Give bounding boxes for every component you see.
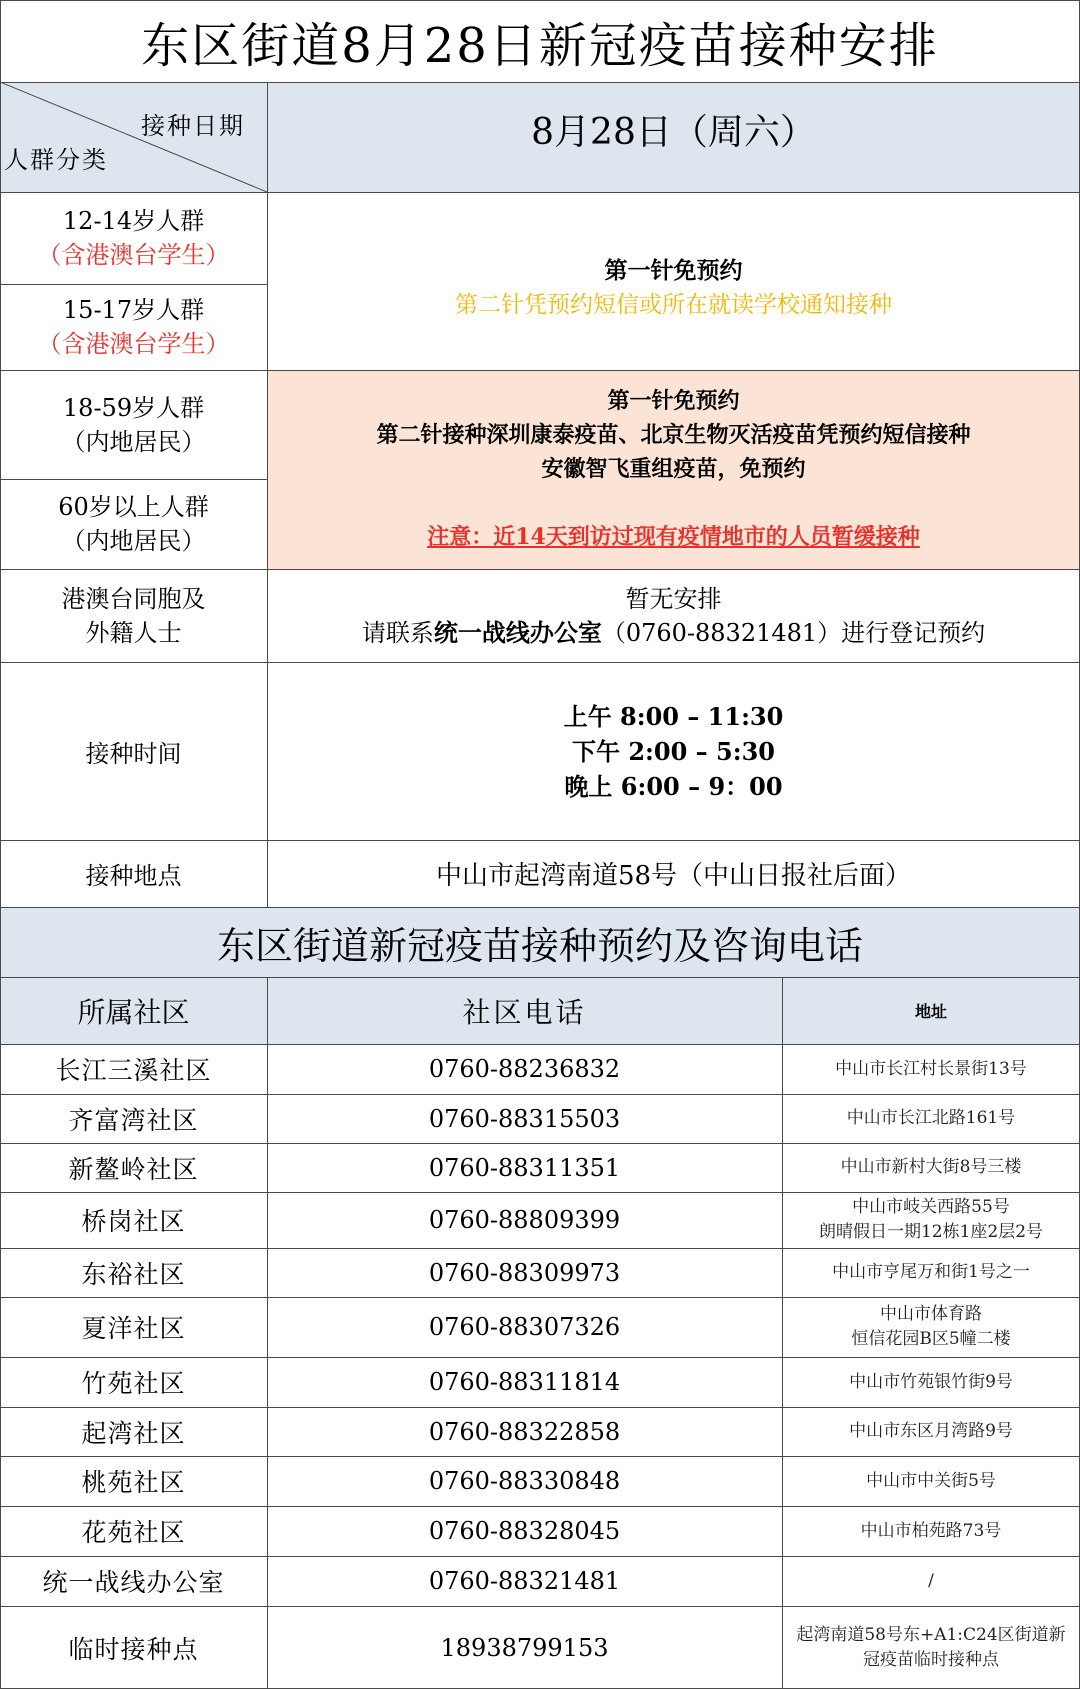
group-cell-15-17 [0,284,267,370]
address-cell [782,1506,1080,1556]
community-cell [0,1248,267,1297]
group-name: 18-59岁人群 [62,393,205,422]
address-line: 中山市体育路 [880,1304,982,1324]
adult-notice: 注意：近14天到访过现有疫情地市的人员暂缓接种 [427,524,920,550]
address-cell [782,1556,1080,1606]
time-slots-cell [267,662,1080,840]
group-cell-60-plus [0,479,267,569]
phone-cell [267,1357,782,1407]
grid-line-vertical [267,82,268,907]
group-name: 15-17岁人群 [62,296,205,324]
community-name: 临时接种点 [68,1634,199,1664]
place-label: 接种地点 [85,862,182,890]
phone-cell [267,1506,782,1556]
group-note: （含港澳台学生） [37,330,230,358]
community-name: 花苑社区 [81,1518,186,1547]
address-cell [782,1143,1080,1192]
date-header-cell [267,82,1080,192]
address-cell [782,1407,1080,1456]
community-name: 竹苑社区 [81,1369,186,1398]
grid-line-horizontal [0,1044,1080,1045]
community-cell [0,1357,267,1407]
group-note: 外籍人士 [85,618,182,647]
address-line: 冠疫苗临时接种点 [863,1649,999,1670]
grid-line-horizontal [0,1556,1080,1557]
foreign-contact-line [362,616,985,650]
community-cell [0,1407,267,1456]
adult-second-dose: 第二针接种深圳康泰疫苗、北京生物灭活疫苗凭预约短信接种 [376,422,971,448]
address-line: 中山市长江北路161号 [846,1108,1016,1128]
phone-number: 0760-88315503 [428,1104,621,1133]
diagonal-header-cell [0,82,267,192]
diagonal-header-bottom-label: 人群分类 [4,146,108,174]
community-name: 起湾社区 [81,1418,186,1448]
adult-anhui-vaccine: 安徽智飞重组疫苗，免预约 [541,456,806,482]
grid-line-horizontal [0,1606,1080,1607]
community-name: 夏洋社区 [81,1314,186,1343]
time-label: 接种时间 [85,739,182,768]
address-line: 起湾南道58号东+A1:C24区街道新 [796,1624,1066,1645]
address-cell [782,1094,1080,1143]
phone-number: 0760-88328045 [428,1517,621,1545]
phone-number: 0760-88809399 [428,1206,621,1234]
grid-line-horizontal [0,977,1080,978]
grid-line-horizontal [0,1357,1080,1358]
place-value-cell [267,840,1080,907]
phone-cell [267,1456,782,1506]
address-header-cell [782,977,1080,1044]
page-title-text: 东区街道8月28日新冠疫苗接种安排 [141,17,939,74]
address-line: 中山市岐关西路55号 [852,1197,1010,1217]
community-cell [0,1192,267,1248]
phone-cell [267,1297,782,1357]
phone-number: 0760-88309973 [428,1258,621,1287]
address-line: 中山市柏苑路73号 [860,1520,1002,1541]
grid-line-horizontal [0,1094,1080,1095]
united-front-office-name: 统一战线办公室 [433,617,602,647]
phone-cell [267,1606,782,1689]
grid-line-horizontal [0,284,267,285]
youth-second-dose: 第二针凭预约短信或所在就读学校通知接种 [455,292,892,318]
contacts-title-cell [0,907,1080,977]
page-title [0,0,1080,82]
phone-cell [267,1044,782,1094]
address-cell [782,1606,1080,1689]
phone-number: 0760-88321481 [428,1567,621,1595]
group-name: 港澳台同胞及 [61,584,206,613]
foreign-info-cell [267,569,1080,662]
address-header: 地址 [914,1002,947,1021]
grid-line-horizontal [0,1297,1080,1298]
phone-number: 0760-88330848 [428,1467,621,1495]
community-cell [0,1606,267,1689]
address-line: 中山市竹苑银竹街9号 [849,1371,1013,1392]
address-cell [782,1248,1080,1297]
time-slot-morning: 上午 8:00 – 11:30 [563,701,784,731]
group-cell-foreign [0,569,267,662]
community-cell [0,1556,267,1606]
grid-line-horizontal [0,1407,1080,1408]
address-line: 朗晴假日一期12栋1座2层2号 [818,1222,1044,1242]
time-slot-evening: 晚上 6:00 – 9：00 [564,771,783,801]
community-cell [0,1143,267,1192]
grid-line-horizontal [0,1248,1080,1249]
phone-cell [267,1143,782,1192]
grid-line-horizontal [0,479,267,480]
phone-number: 0760-88307326 [428,1313,621,1341]
address-line: 中山市亨尾万和街1号之一 [832,1262,1030,1282]
phone-header-cell [267,977,782,1044]
phone-number: 0760-88322858 [428,1417,621,1446]
grid-line-horizontal [0,192,1080,193]
address-cell [782,1357,1080,1407]
phone-cell [267,1407,782,1456]
adult-info-cell [267,370,1080,569]
community-name: 统一战线办公室 [42,1568,225,1597]
group-cell-18-59 [0,370,267,479]
youth-first-dose: 第一针免预约 [604,257,743,284]
grid-line-horizontal [0,662,1080,663]
community-header: 所属社区 [77,995,190,1029]
grid-line-horizontal [0,1456,1080,1457]
phone-number: 0760-88311351 [428,1153,621,1182]
grid-line-vertical [0,0,1,1689]
address-line: 恒信花园B区5幢二楼 [851,1329,1011,1349]
community-name: 桃苑社区 [81,1468,186,1497]
grid-line-horizontal [0,907,1080,908]
grid-line-horizontal [0,82,1080,83]
grid-line-horizontal [0,569,1080,570]
address-line: 中山市新村大街8号三楼 [840,1157,1022,1177]
grid-line-vertical [782,977,783,1689]
grid-line-horizontal [0,840,1080,841]
phone-cell [267,1094,782,1143]
time-label-cell [0,662,267,840]
phone-header: 社区电话 [462,995,587,1029]
group-name: 12-14岁人群 [62,207,205,235]
grid-line-vertical [267,977,268,1689]
time-slot-afternoon: 下午 2:00 – 5:30 [572,736,775,766]
community-name: 齐富湾社区 [68,1105,199,1135]
group-cell-12-14 [0,192,267,284]
group-note: （内地居民） [61,427,206,456]
community-cell [0,1044,267,1094]
phone-cell [267,1248,782,1297]
place-value: 中山市起湾南道58号（中山日报社后面） [435,861,912,891]
date-header-text: 8月28日（周六） [531,111,816,153]
address-cell [782,1192,1080,1248]
phone-number: 0760-88236832 [428,1055,621,1083]
youth-info-cell [267,192,1080,370]
adult-first-dose: 第一针免预约 [607,388,740,414]
group-name: 60岁以上人群 [58,493,209,521]
foreign-contact-prefix: 请联系 [361,618,434,647]
community-name: 新鳌岭社区 [68,1154,199,1184]
grid-line-horizontal [0,1192,1080,1193]
community-header-cell [0,977,267,1044]
contacts-title: 东区街道新冠疫苗接种预约及咨询电话 [216,923,863,968]
foreign-no-arrangement: 暂无安排 [625,584,722,613]
address-line: 中山市中关街5号 [866,1470,996,1491]
phone-cell [267,1556,782,1606]
group-note: （含港澳台学生） [37,241,230,269]
community-cell [0,1094,267,1143]
phone-number: 0760-88311814 [428,1368,621,1396]
grid-line-horizontal [0,1506,1080,1507]
phone-cell [267,1192,782,1248]
address-line: / [928,1570,934,1591]
foreign-contact-suffix: （0760-88321481）进行登记预约 [601,618,986,647]
community-cell [0,1506,267,1556]
address-line: 中山市东区月湾路9号 [849,1421,1013,1441]
phone-number: 18938799153 [440,1633,609,1662]
address-cell [782,1456,1080,1506]
address-cell [782,1297,1080,1357]
community-name: 桥岗社区 [81,1207,186,1236]
grid-line-horizontal [0,0,1080,1]
community-name: 东裕社区 [81,1259,186,1289]
grid-line-horizontal [0,370,1080,371]
grid-line-horizontal [0,1143,1080,1144]
address-cell [782,1044,1080,1094]
community-name: 长江三溪社区 [55,1056,212,1085]
place-label-cell [0,840,267,907]
group-note: （内地居民） [61,527,206,555]
community-cell [0,1297,267,1357]
address-line: 中山市长江村长景街13号 [835,1058,1027,1079]
community-cell [0,1456,267,1506]
diagonal-header-top-label: 接种日期 [141,112,245,140]
